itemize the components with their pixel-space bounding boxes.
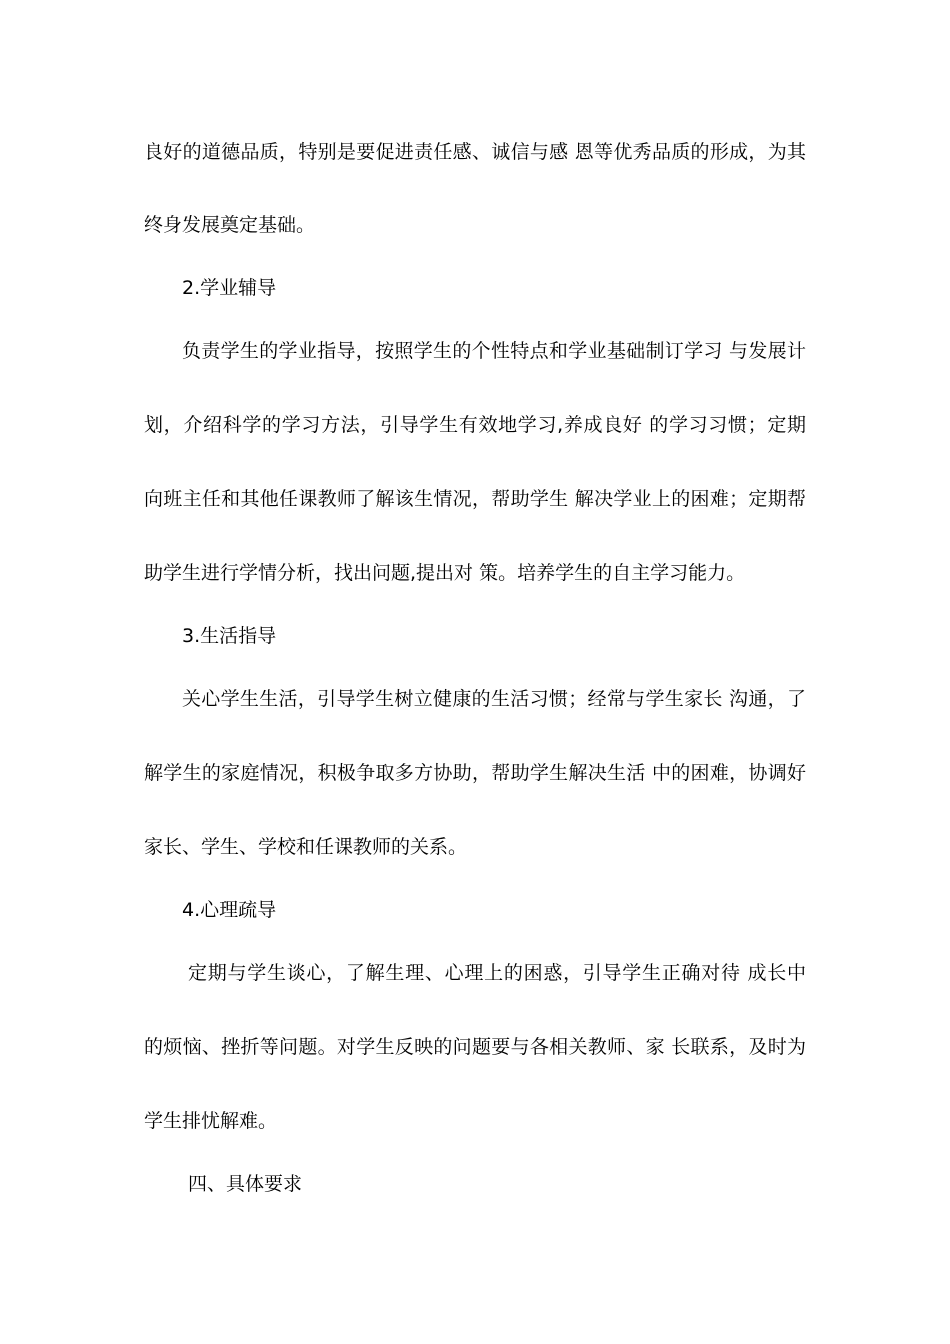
section-heading: 四、具体要求 [188,1173,303,1195]
paragraph-line: 终身发展奠定基础。 [144,214,316,236]
paragraph-line: 的烦恼、挫折等问题。对学生反映的问题要与各相关教师、家 长联系，及时为 [144,1036,806,1058]
section-heading: 2.学业辅导 [182,277,277,299]
paragraph-line: 家长、学生、学校和任课教师的关系。 [144,836,468,858]
paragraph-line: 良好的道德品质，特别是要促进责任感、诚信与感 恩等优秀品质的形成，为其 [144,141,806,163]
paragraph-line: 定期与学生谈心，了解生理、心理上的困惑，引导学生正确对待 成长中 [188,962,806,984]
paragraph-line: 解学生的家庭情况，积极争取多方协助，帮助学生解决生活 中的困难，协调好 [144,762,806,784]
paragraph-line: 学生排忧解难。 [144,1110,278,1132]
paragraph-line: 向班主任和其他任课教师了解该生情况，帮助学生 解决学业上的困难；定期帮 [144,488,806,510]
paragraph-line: 助学生进行学情分析，找出问题,提出对 策。培养学生的自主学习能力。 [144,562,746,584]
paragraph-line: 负责学生的学业指导，按照学生的个性特点和学业基础制订学习 与发展计 [182,340,806,362]
paragraph-line: 划，介绍科学的学习方法，引导学生有效地学习,养成良好 的学习习惯；定期 [144,414,806,436]
section-heading: 4.心理疏导 [182,899,277,921]
paragraph-line: 关心学生生活，引导学生树立健康的生活习惯；经常与学生家长 沟通，了 [182,688,806,710]
section-heading: 3.生活指导 [182,625,277,647]
